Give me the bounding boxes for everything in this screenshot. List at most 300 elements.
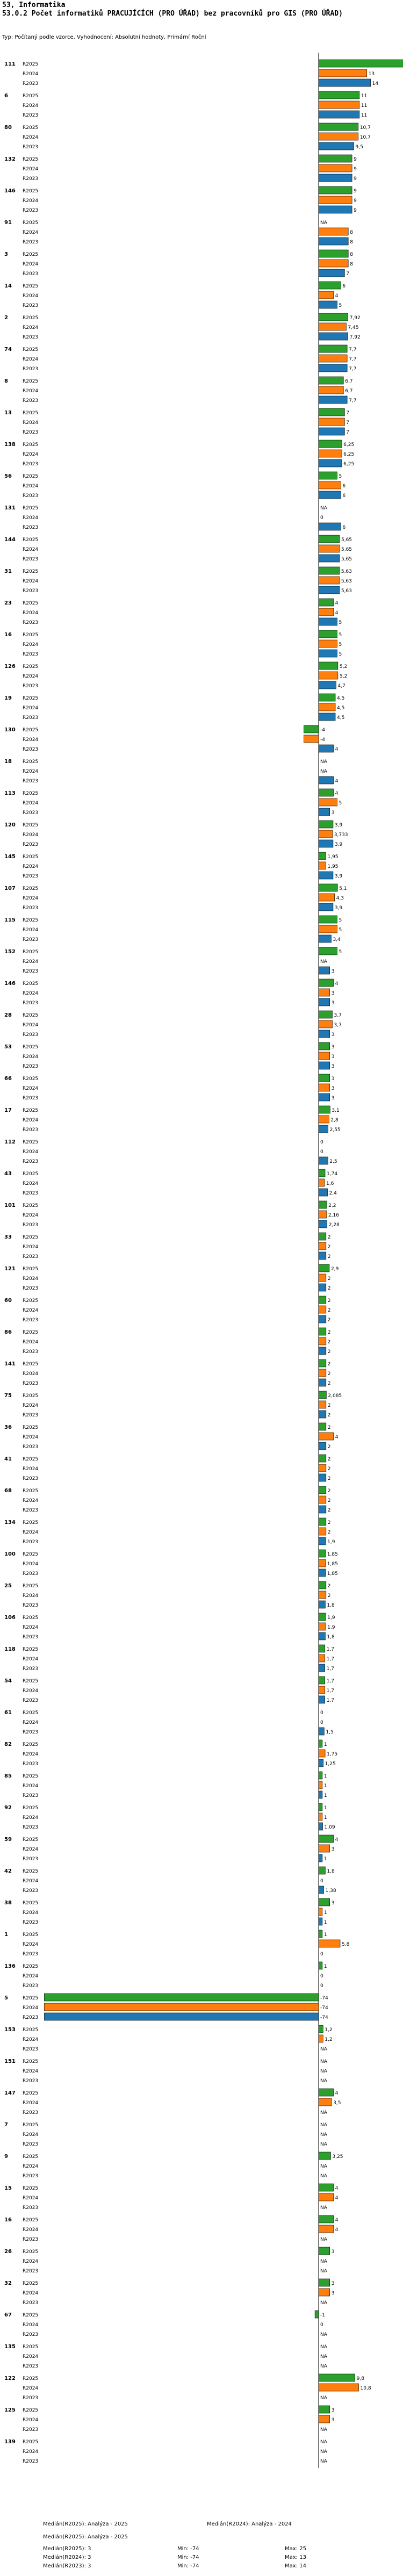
series-label: R2023: [23, 969, 39, 974]
bar: [319, 821, 333, 828]
data-label: 4,5: [337, 706, 345, 711]
bar: [319, 1486, 326, 1494]
group-id-label: 100: [4, 1551, 16, 1557]
group-id-label: 68: [4, 1488, 12, 1494]
data-label: 9: [354, 189, 357, 194]
data-label: 3: [331, 1045, 335, 1050]
bar: [319, 155, 352, 162]
series-label: R2024: [23, 1593, 39, 1599]
data-label: 7: [346, 411, 350, 416]
bar: [319, 1211, 327, 1218]
data-label: NA: [320, 959, 327, 965]
data-label: 1,6: [326, 1181, 334, 1186]
bar: [319, 408, 344, 416]
page-title: 53, Informatika: [2, 1, 66, 9]
bar: [319, 1940, 340, 1947]
bar: [319, 840, 333, 847]
data-label: 2: [327, 1371, 331, 1377]
group-id-label: 38: [4, 1900, 12, 1906]
series-label: R2025: [23, 1520, 39, 1526]
bar: [319, 1220, 327, 1228]
group-id-label: 41: [4, 1456, 12, 1462]
series-label: R2024: [23, 674, 39, 679]
group-id-label: 146: [4, 981, 16, 987]
series-label: R2024: [23, 1340, 39, 1345]
bar: [319, 1645, 325, 1652]
series-label: R2023: [23, 620, 39, 625]
bar: [319, 998, 330, 1006]
bar: [319, 618, 337, 625]
data-label: 1,38: [325, 1888, 336, 1894]
data-label: 5: [339, 303, 342, 308]
series-label: R2023: [23, 1793, 39, 1798]
series-label: R2024: [23, 1181, 39, 1186]
data-label: NA: [320, 2078, 327, 2084]
bar: [319, 2193, 334, 2201]
series-label: R2024: [23, 1466, 39, 1472]
series-label: R2025: [23, 1964, 39, 1969]
series-label: R2024: [23, 230, 39, 235]
bar: [319, 1496, 326, 1503]
bar: [319, 608, 334, 616]
bar: [319, 1569, 326, 1577]
group-id-label: 144: [4, 537, 16, 543]
series-label: R2023: [23, 2459, 39, 2464]
data-label: 1,9: [327, 1615, 335, 1621]
data-label: 4,3: [336, 896, 344, 901]
data-label: 2,16: [328, 1213, 339, 1218]
footer-median-2025-b: Medián(R2025): Analýza - 2025: [43, 2534, 128, 2540]
series-label: R2023: [23, 683, 39, 689]
bar: [319, 2374, 355, 2381]
series-label: R2023: [23, 810, 39, 816]
data-label: 10,7: [359, 135, 371, 140]
data-label: NA: [320, 2300, 327, 2306]
series-label: R2023: [23, 2395, 39, 2401]
series-label: R2025: [23, 823, 39, 828]
bar: [319, 1179, 325, 1186]
series-label: R2024: [23, 515, 39, 521]
data-label: 4: [335, 1837, 339, 1843]
group-id-label: 28: [4, 1012, 12, 1018]
series-label: R2023: [23, 2015, 39, 2020]
series-label: R2024: [23, 2100, 39, 2106]
data-label: 2,5: [329, 1159, 337, 1164]
bar: [319, 2089, 334, 2096]
bar: [319, 91, 359, 99]
chart-title: 53.0.2 Počet informatiků PRACUJÍCÍCH (PRO ÚŘAD) bez pracovníků pro GIS (PRO ÚŘAD): [2, 10, 343, 18]
bar: [319, 364, 347, 372]
data-label: 3: [331, 1064, 335, 1069]
data-label: 1,5: [326, 1730, 334, 1735]
data-label: 4,5: [337, 715, 345, 721]
series-label: R2023: [23, 1159, 39, 1164]
series-label: R2023: [23, 2078, 39, 2084]
group-id-label: 1: [4, 1932, 8, 1938]
bar: [319, 640, 337, 647]
data-label: NA: [320, 2205, 327, 2211]
series-label: R2023: [23, 303, 39, 308]
series-label: R2023: [23, 1857, 39, 1862]
data-label: 3: [331, 2281, 335, 2286]
bar: [319, 798, 337, 806]
data-label: 3,25: [332, 2154, 343, 2160]
data-label: 2: [327, 1403, 331, 1408]
bar: [319, 681, 336, 689]
data-label: 5: [339, 918, 342, 923]
bar: [319, 1581, 326, 1589]
series-label: R2025: [23, 569, 39, 574]
bar: [319, 650, 337, 657]
series-label: R2023: [23, 1983, 39, 1989]
bar: [319, 1062, 330, 1069]
data-label: 2: [327, 1425, 331, 1430]
series-label: R2024: [23, 769, 39, 774]
data-label: 1: [323, 1783, 327, 1789]
series-label: R2025: [23, 1996, 39, 2001]
series-label: R2025: [23, 284, 39, 289]
series-label: R2024: [23, 1562, 39, 1567]
data-label: 6,25: [343, 442, 355, 448]
series-label: R2024: [23, 2227, 39, 2233]
data-label: NA: [320, 2344, 327, 2350]
group-id-label: 59: [4, 1837, 12, 1843]
series-label: R2025: [23, 1615, 39, 1621]
bar: [319, 1169, 325, 1177]
series-label: R2024: [23, 2417, 39, 2423]
footer-max-r2025: Max: 25: [285, 2546, 306, 2552]
data-label: 1,7: [326, 1647, 335, 1652]
data-label: 5,2: [339, 664, 348, 670]
data-label: 9,8: [356, 2376, 364, 2381]
series-label: R2024: [23, 1498, 39, 1503]
series-label: R2025: [23, 1742, 39, 1747]
bar: [319, 1750, 325, 1757]
series-label: R2024: [23, 452, 39, 457]
series-label: R2025: [23, 125, 39, 131]
series-label: R2024: [23, 927, 39, 933]
series-label: R2025: [23, 2027, 39, 2033]
chart-footer: [0, 2520, 403, 2574]
footer-median-r2025: Medián(R2025): 3: [43, 2546, 91, 2552]
data-label: 8: [350, 230, 353, 235]
data-label: NA: [320, 2427, 327, 2433]
data-label: 6,25: [343, 452, 355, 457]
series-label: R2025: [23, 2059, 39, 2064]
group-id-label: 92: [4, 1805, 12, 1811]
bar: [319, 1728, 324, 1735]
data-label: 9,5: [355, 145, 363, 150]
data-label: 7,92: [349, 315, 361, 321]
series-label: R2025: [23, 1647, 39, 1652]
data-label: 0: [320, 1720, 323, 1725]
data-label: 4: [335, 2218, 339, 2223]
data-label: 5: [339, 801, 342, 806]
series-label: R2024: [23, 2449, 39, 2455]
group-id-label: 141: [4, 1361, 16, 1367]
series-label: R2024: [23, 420, 39, 426]
data-label: NA: [320, 2174, 327, 2179]
series-label: R2023: [23, 2205, 39, 2211]
group-id-label: 112: [4, 1139, 16, 1145]
data-label: 3: [331, 1901, 335, 1906]
series-label: R2023: [23, 1476, 39, 1481]
series-label: R2025: [23, 601, 39, 606]
series-label: R2025: [23, 1488, 39, 1494]
data-label: 2: [327, 1286, 331, 1291]
group-id-label: 153: [4, 2027, 16, 2033]
bar: [319, 789, 334, 796]
series-label: R2024: [23, 1974, 39, 1979]
series-label: R2025: [23, 1805, 39, 1811]
bar: [315, 2311, 319, 2318]
series-label: R2025: [23, 632, 39, 638]
group-id-label: 75: [4, 1393, 12, 1399]
data-label: 4: [335, 2196, 339, 2201]
bar: [319, 967, 330, 974]
series-label: R2025: [23, 189, 39, 194]
bar: [319, 1962, 322, 1969]
data-label: 3,7: [334, 1013, 342, 1018]
data-label: NA: [320, 769, 327, 774]
data-label: -4: [320, 728, 325, 733]
bar: [319, 925, 337, 933]
series-label: R2025: [23, 1679, 39, 1684]
series-label: R2024: [23, 167, 39, 172]
data-label: 3: [331, 2417, 335, 2423]
series-label: R2025: [23, 1901, 39, 1906]
series-label: R2024: [23, 1149, 39, 1155]
series-label: R2023: [23, 652, 39, 657]
bar: [319, 1791, 322, 1798]
series-label: R2025: [23, 664, 39, 670]
data-label: 4: [335, 779, 339, 784]
data-label: 3,4: [333, 937, 341, 942]
bar: [319, 1740, 322, 1747]
group-id-label: 126: [4, 664, 16, 670]
series-label: R2023: [23, 1635, 39, 1640]
series-label: R2023: [23, 2332, 39, 2337]
bar: [319, 1886, 324, 1894]
data-label: -1: [320, 2313, 325, 2318]
group-id-label: 121: [4, 1266, 16, 1272]
series-label: R2025: [23, 2249, 39, 2255]
series-label: R2025: [23, 347, 39, 352]
data-label: 6,7: [345, 388, 353, 394]
bar: [319, 1867, 325, 1874]
data-label: -74: [320, 1996, 328, 2001]
bar: [319, 228, 348, 235]
data-label: NA: [320, 2395, 327, 2401]
group-id-label: 122: [4, 2376, 16, 2381]
series-label: R2023: [23, 1001, 39, 1006]
group-id-label: 25: [4, 1583, 12, 1589]
bar: [319, 1550, 326, 1557]
series-label: R2023: [23, 366, 39, 372]
series-label: R2024: [23, 2354, 39, 2359]
group-id-label: 33: [4, 1234, 12, 1240]
series-label: R2025: [23, 696, 39, 701]
series-label: R2024: [23, 2291, 39, 2296]
data-label: 6: [342, 284, 346, 289]
series-label: R2023: [23, 1761, 39, 1767]
series-label: R2025: [23, 2313, 39, 2318]
series-label: R2024: [23, 1403, 39, 1408]
data-label: 2: [327, 1381, 331, 1386]
data-label: 1,9: [327, 1625, 335, 1630]
series-label: R2024: [23, 864, 39, 869]
data-label: 0: [320, 1952, 323, 1957]
series-label: R2024: [23, 642, 39, 647]
series-label: R2024: [23, 737, 39, 743]
group-id-label: 2: [4, 315, 8, 321]
data-label: 5: [339, 620, 342, 625]
series-label: R2023: [23, 335, 39, 340]
series-label: R2024: [23, 2164, 39, 2169]
data-label: 1,25: [325, 1761, 336, 1767]
data-label: 6: [342, 525, 346, 530]
bar: [319, 776, 334, 784]
group-id-label: 101: [4, 1203, 16, 1208]
bar: [319, 1315, 326, 1323]
series-label: R2023: [23, 1952, 39, 1957]
bar: [319, 694, 335, 701]
data-label: 3: [331, 1001, 335, 1006]
series-label: R2024: [23, 1720, 39, 1725]
bar: [319, 2225, 334, 2233]
group-id-label: 107: [4, 886, 16, 891]
bar: [319, 133, 358, 140]
group-id-label: 80: [4, 125, 12, 131]
bar: [319, 1442, 326, 1450]
bar: [319, 1686, 325, 1694]
data-label: NA: [320, 2259, 327, 2264]
footer-max-r2024: Max: 13: [285, 2555, 306, 2560]
group-id-label: 120: [4, 822, 16, 828]
data-label: 2: [327, 1298, 331, 1304]
group-id-label: 43: [4, 1171, 12, 1177]
data-label: 0: [320, 515, 323, 521]
footer-min-r2024: Min: -74: [177, 2555, 199, 2560]
bar: [319, 1189, 328, 1196]
bar: [319, 1252, 326, 1260]
series-label: R2024: [23, 1783, 39, 1789]
bar: [319, 599, 334, 606]
series-label: R2024: [23, 1276, 39, 1282]
data-label: 5,65: [341, 537, 352, 543]
group-id-label: 130: [4, 727, 16, 733]
series-label: R2025: [23, 918, 39, 923]
chart-type-note: Typ: Počítaný podle vzorce, Vyhodnocení: Absolutní hodnoty, Primární Roční: [2, 34, 206, 40]
series-label: R2025: [23, 1425, 39, 1430]
bar: [319, 1623, 326, 1630]
data-label: 2: [327, 1530, 331, 1535]
group-id-label: 18: [4, 759, 12, 765]
series-label: R2025: [23, 2218, 39, 2223]
bar: [304, 735, 319, 743]
bar: [319, 2025, 323, 2033]
series-label: R2023: [23, 1318, 39, 1323]
series-label: R2024: [23, 610, 39, 616]
bar: [319, 872, 333, 879]
data-label: 9: [354, 198, 357, 204]
group-id-label: 113: [4, 790, 16, 796]
data-label: 7: [346, 271, 350, 277]
series-label: R2024: [23, 1054, 39, 1060]
bar: [319, 142, 354, 150]
group-id-label: 136: [4, 1963, 16, 1969]
series-label: R2024: [23, 103, 39, 109]
data-label: 2: [327, 1508, 331, 1513]
data-label: 1,7: [326, 1679, 335, 1684]
group-id-label: 132: [4, 156, 16, 162]
group-id-label: 85: [4, 1773, 12, 1779]
data-label: NA: [320, 220, 327, 226]
series-label: R2025: [23, 1267, 39, 1272]
bar: [319, 1423, 326, 1430]
bar: [319, 2247, 330, 2255]
data-label: 9: [354, 167, 357, 172]
data-label: 3: [331, 1847, 335, 1852]
bar: [319, 555, 340, 562]
data-label: NA: [320, 2164, 327, 2169]
data-label: NA: [320, 2069, 327, 2074]
data-label: 1,95: [327, 854, 339, 860]
data-label: 1,8: [327, 1869, 335, 1874]
series-label: R2025: [23, 728, 39, 733]
series-label: R2023: [23, 1127, 39, 1133]
bar: [319, 1781, 322, 1789]
data-label: 2: [327, 1244, 331, 1250]
series-label: R2024: [23, 484, 39, 489]
bar: [319, 830, 333, 838]
series-label: R2023: [23, 1381, 39, 1386]
data-label: 11: [361, 113, 368, 118]
data-label: 0: [320, 1974, 323, 1979]
bar: [319, 1696, 325, 1703]
data-label: 4: [335, 1435, 339, 1440]
series-label: R2024: [23, 71, 39, 77]
series-label: R2025: [23, 1076, 39, 1082]
series-label: R2025: [23, 1457, 39, 1462]
data-label: 5: [339, 632, 342, 638]
bar: [319, 2035, 323, 2042]
series-label: R2024: [23, 2069, 39, 2074]
series-label: R2023: [23, 81, 39, 87]
bar: [319, 1772, 322, 1779]
data-label: 2: [327, 1498, 331, 1503]
series-label: R2024: [23, 1657, 39, 1662]
footer-max-r2023: Max: 14: [285, 2563, 306, 2569]
data-label: 2: [327, 1349, 331, 1355]
data-label: NA: [320, 2132, 327, 2138]
series-label: R2023: [23, 1666, 39, 1672]
series-label: R2023: [23, 1508, 39, 1513]
series-label: R2024: [23, 1752, 39, 1757]
series-label: R2023: [23, 1539, 39, 1545]
data-label: 1,7: [326, 1666, 335, 1672]
data-label: 6: [342, 484, 346, 489]
bar: [319, 1455, 326, 1462]
data-label: 2: [327, 1413, 331, 1418]
group-id-label: 86: [4, 1329, 12, 1335]
series-label: R2025: [23, 474, 39, 479]
data-label: 14: [372, 81, 379, 87]
series-label: R2023: [23, 462, 39, 467]
data-label: NA: [320, 2059, 327, 2064]
bar: [319, 1433, 334, 1440]
bar: [319, 745, 334, 752]
